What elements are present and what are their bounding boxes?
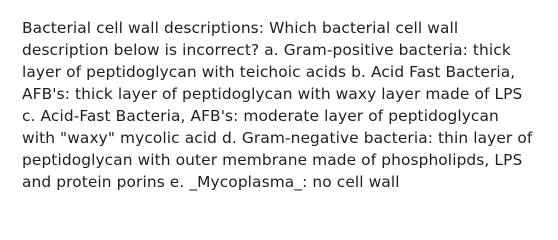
question-text	[22, 17, 552, 193]
question-line: Bacterial cell wall descriptions: Which bacterial cell wall	[22, 19, 459, 37]
question-line: description below is incorrect? a. Gram-positive bacteria: thick	[22, 41, 511, 59]
question-line: peptidoglycan with outer membrane made of phospholipds, LPS	[22, 151, 523, 169]
question-line: layer of peptidoglycan with teichoic acids b. Acid Fast Bacteria,	[22, 63, 516, 81]
question-line: AFB's: thick layer of peptidoglycan with waxy layer made of LPS	[22, 85, 523, 103]
question-line: and protein porins e. _Mycoplasma_: no cell wall	[22, 173, 400, 191]
question-line: c. Acid-Fast Bacteria, AFB's: moderate layer of peptidoglycan	[22, 107, 499, 125]
question-line: with "waxy" mycolic acid d. Gram-negative bacteria: thin layer of	[22, 129, 533, 147]
